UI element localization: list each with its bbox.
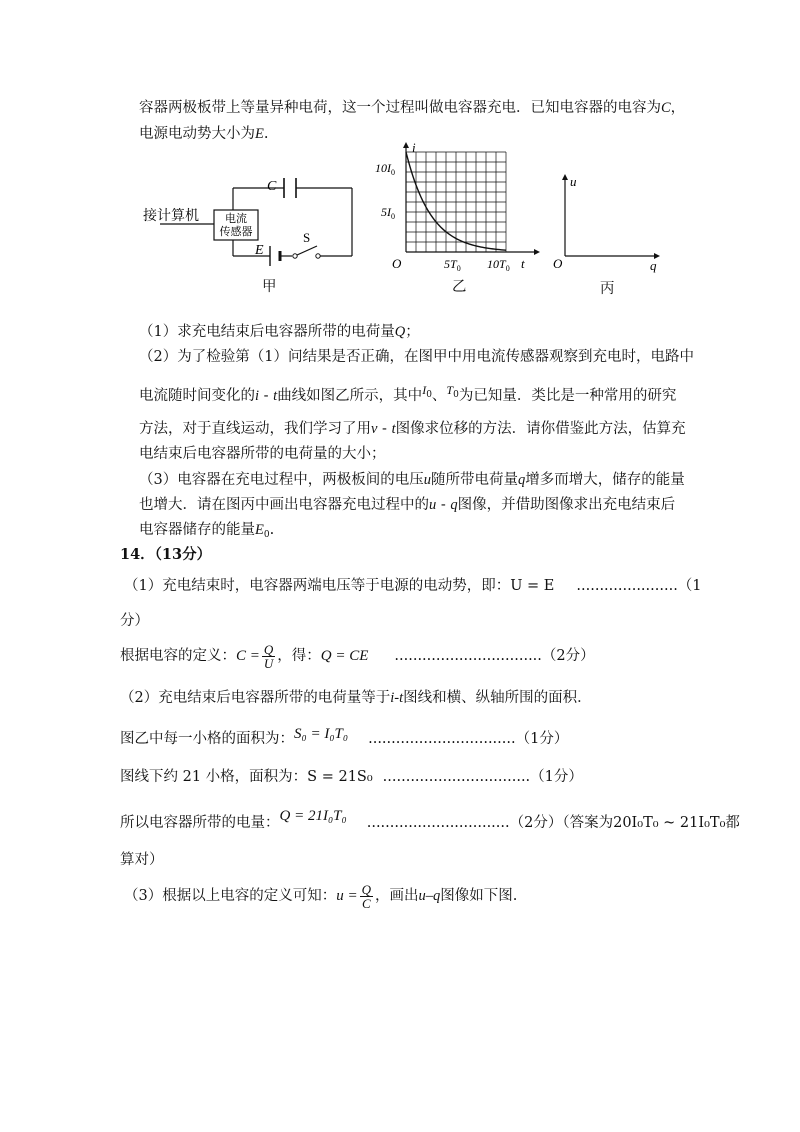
- question-2-line-2: 电流随时间变化的i - t曲线如图乙所示，其中$^{I0}$、$^{T0}$为已知量．类比是一种常用的研究: [139, 383, 677, 404]
- svg-text:5T0: $5T_0$: [444, 257, 461, 273]
- bing-y-axis-label: u: [570, 174, 577, 189]
- caption-bing: 丙: [600, 281, 615, 297]
- answer-7: （3）根据以上电容的定义可知：u = $\frac{Q}{C}$ ，画出u–q图像如下图.: [124, 881, 518, 911]
- question-3-line-3: 电容器储存的能量$E_0$.: [139, 522, 275, 540]
- y-axis-label: i: [412, 140, 416, 155]
- answer-6-line-2: 算对）: [120, 852, 164, 868]
- answer-5: 图线下约 21 小格，面积为：S = 21S₀ ................................（1分）: [120, 769, 583, 785]
- answer-6-line-1: 所以电容器所带的电量：Q = 21I₀T₀ ...............................（2分）（答案为20I₀T₀ ~ 21I₀T₀都: [120, 808, 740, 831]
- figure-bing-axes: [548, 168, 668, 278]
- question-2-line-4: 电结束后电容器所带的电荷量的大小；: [139, 446, 386, 462]
- figure-yi-graph: [370, 140, 540, 285]
- y-tick-mid: [381, 205, 395, 221]
- label-C: C: [267, 179, 277, 194]
- bing-origin-label: O: [553, 256, 563, 271]
- question-2-line-1: （2）为了检验第（1）问结果是否正确，在图甲中用电流传感器观察到充电时，电路中: [139, 349, 694, 365]
- x-tick-end: [487, 257, 510, 273]
- answer-header: 14．（13分）: [120, 546, 212, 563]
- bing-x-axis-label: q: [650, 258, 657, 273]
- voltage-fraction: $\frac{Q}{C}$: [361, 881, 371, 911]
- answer-1-line-1: （1）充电结束时，电容器两端电压等于电源的电动势，即：U = E ......................（1: [124, 578, 702, 594]
- svg-text:10T0: $10T_0$: [487, 257, 510, 273]
- computer-label: 接计算机: [143, 209, 199, 224]
- question-3-line-1: （3）电容器在充电过程中，两极板间的电压u随所带电荷量q增多而增大，储存的能量: [139, 472, 685, 488]
- answer-2: 根据电容的定义：C = $\frac{Q}{U}$ ，得：Q = CE ................................（2分）: [120, 641, 595, 671]
- svg-text:5I0: $5I_0$: [381, 205, 395, 221]
- x-tick-mid: [444, 257, 461, 273]
- caption-jia: 甲: [262, 279, 277, 295]
- sensor-label-2: 传感器: [219, 226, 253, 238]
- answer-1-line-2: 分）: [120, 613, 149, 629]
- intro-line-1: 容器两极板带上等量异种电荷，这一个过程叫做电容器充电．已知电容器的电容为C，: [139, 100, 686, 116]
- question-2-line-3: 方法，对于直线运动，我们学习了用v - t图像求位移的方法．请你借鉴此方法，估算充: [139, 421, 686, 437]
- question-3-line-2: 也增大．请在图丙中画出电容器充电过程中的u - q图像，并借助图像求出充电结束后: [139, 497, 676, 513]
- caption-yi: 乙: [452, 279, 467, 295]
- label-E: E: [255, 243, 264, 258]
- label-S: S: [303, 230, 311, 245]
- figure-jia-circuit: [140, 168, 370, 298]
- answer-4: 图乙中每一小格的面积为：S₀ = I₀T₀ ................................（1分）: [120, 726, 569, 747]
- grid: [406, 152, 506, 252]
- answer-3: （2）充电结束后电容器所带的电荷量等于i-t图线和横、纵轴所围的面积．: [120, 690, 592, 706]
- sensor-label-1: 电流: [225, 213, 247, 225]
- x-axis-label: t: [521, 256, 525, 271]
- capacitance-fraction: $\frac{Q}{U}$: [263, 641, 274, 671]
- y-tick-top: [375, 161, 395, 177]
- svg-text:10I0: $10I_0$: [375, 161, 395, 177]
- question-1: （1）求充电结束后电容器所带的电荷量Q；: [139, 324, 420, 340]
- origin-label: O: [392, 256, 402, 271]
- intro-line-2: 电源电动势大小为E.: [139, 126, 269, 142]
